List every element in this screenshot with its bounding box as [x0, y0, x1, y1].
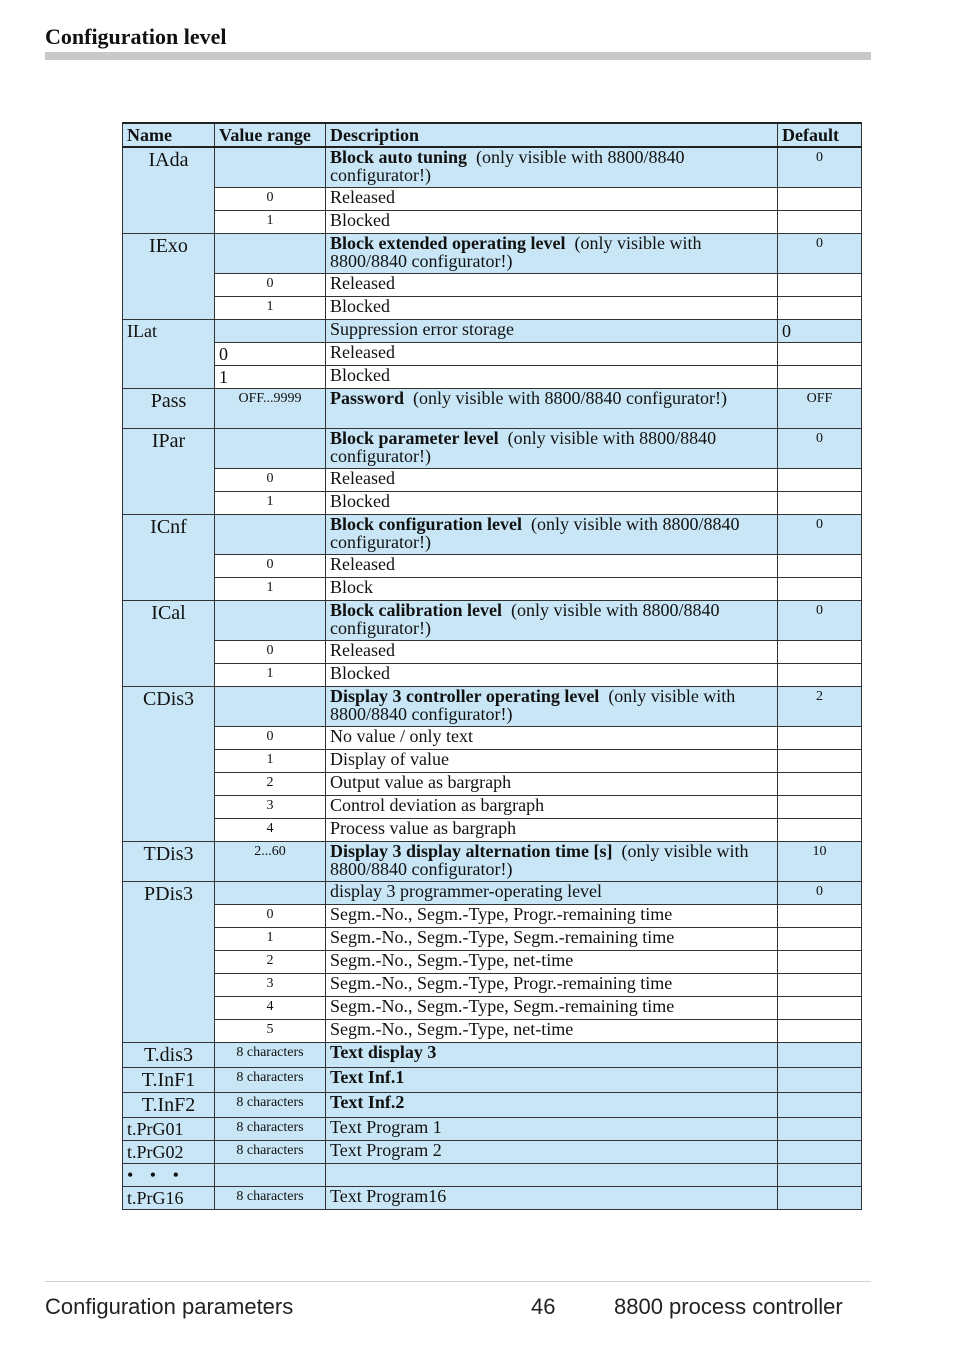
param-name: PDis3 — [123, 881, 215, 1042]
option-row — [123, 726, 862, 749]
option-value: 0 — [215, 468, 326, 491]
option-description: Blocked — [326, 663, 778, 686]
option-row — [123, 818, 862, 841]
param-name: T.dis3 — [123, 1042, 215, 1067]
description — [326, 388, 778, 428]
default-value: 0 — [778, 514, 862, 554]
default-value: 0 — [778, 319, 862, 342]
option-default — [778, 1019, 862, 1042]
param-name: T.InF2 — [123, 1092, 215, 1117]
option-row — [123, 296, 862, 319]
table-row — [123, 428, 862, 468]
option-description: Blocked — [326, 210, 778, 233]
value-range — [215, 686, 326, 726]
value-range — [215, 147, 326, 187]
option-row — [123, 795, 862, 818]
option-value: 3 — [215, 973, 326, 996]
option-default — [778, 554, 862, 577]
description — [326, 514, 778, 554]
option-description: Released — [326, 273, 778, 296]
table-header-row — [123, 123, 862, 147]
option-value: 0 — [215, 726, 326, 749]
default-value: 0 — [778, 881, 862, 904]
description-bold: Text Inf.1 — [330, 1067, 405, 1087]
value-range: 8 characters — [215, 1117, 326, 1140]
option-description: Block — [326, 577, 778, 600]
description — [326, 1163, 778, 1186]
description-text: (only visible with 8800/8840 configurator!) — [330, 233, 702, 271]
option-row — [123, 577, 862, 600]
option-row — [123, 187, 862, 210]
option-row — [123, 950, 862, 973]
param-name: t.PrG02 — [123, 1140, 215, 1163]
default-value: 2 — [778, 686, 862, 726]
param-name: ICal — [123, 600, 215, 686]
param-name: Pass — [123, 388, 215, 428]
option-default — [778, 491, 862, 514]
description — [326, 841, 778, 881]
default-value — [778, 1140, 862, 1163]
default-value — [778, 1163, 862, 1186]
option-row — [123, 663, 862, 686]
description-bold: Display 3 display alternation time [s] — [330, 841, 613, 861]
option-row — [123, 554, 862, 577]
default-value: 0 — [778, 233, 862, 273]
option-description: Released — [326, 554, 778, 577]
option-value: 0 — [215, 640, 326, 663]
param-name: IExo — [123, 233, 215, 319]
description — [326, 147, 778, 187]
option-default — [778, 577, 862, 600]
option-default — [778, 187, 862, 210]
description — [326, 881, 778, 904]
description — [326, 319, 778, 342]
page-number: 46 — [531, 1294, 556, 1319]
default-value: OFF — [778, 388, 862, 428]
value-range: 8 characters — [215, 1067, 326, 1092]
description — [326, 686, 778, 726]
description — [326, 1092, 778, 1117]
option-description: Segm.-No., Segm.-Type, Progr.-remaining time — [326, 904, 778, 927]
option-row — [123, 342, 862, 365]
value-range — [215, 1163, 326, 1186]
option-row — [123, 904, 862, 927]
option-default — [778, 818, 862, 841]
option-value: 2 — [215, 772, 326, 795]
column-header-value-range: Value range — [215, 123, 326, 147]
value-range — [215, 881, 326, 904]
option-row — [123, 210, 862, 233]
option-description: Output value as bargraph — [326, 772, 778, 795]
default-value: 0 — [778, 428, 862, 468]
description — [326, 600, 778, 640]
option-default — [778, 365, 862, 388]
value-range — [215, 319, 326, 342]
option-description: Released — [326, 342, 778, 365]
description-text: (only visible with 8800/8840 configurator!) — [330, 428, 717, 466]
option-value: 2 — [215, 950, 326, 973]
table-row — [123, 388, 862, 428]
option-default — [778, 772, 862, 795]
description-text: (only visible with 8800/8840 configurator!) — [330, 600, 720, 638]
option-description: Released — [326, 468, 778, 491]
description — [326, 1117, 778, 1140]
description-text: Text Program 1 — [330, 1117, 442, 1137]
value-range — [215, 514, 326, 554]
table-row — [123, 1092, 862, 1117]
description-text: Text Program16 — [330, 1186, 447, 1206]
option-value: 1 — [215, 210, 326, 233]
description-bold: Text Inf.2 — [330, 1092, 405, 1112]
description-text: Suppression error storage — [330, 319, 514, 339]
option-row — [123, 468, 862, 491]
option-value: 0 — [215, 273, 326, 296]
option-default — [778, 795, 862, 818]
param-name: TDis3 — [123, 841, 215, 881]
table-row — [123, 1117, 862, 1140]
footer-rule — [45, 1281, 871, 1282]
description-text: Text Program 2 — [330, 1140, 442, 1160]
description-bold: Password — [330, 388, 405, 408]
table-row — [123, 1140, 862, 1163]
description-bold: Block auto tuning — [330, 147, 468, 167]
option-value: 1 — [215, 296, 326, 319]
option-default — [778, 749, 862, 772]
column-header-name: Name — [123, 123, 215, 147]
description — [326, 428, 778, 468]
param-name: T.InF1 — [123, 1067, 215, 1092]
value-range: 8 characters — [215, 1092, 326, 1117]
option-row — [123, 1019, 862, 1042]
description-bold: Block calibration level — [330, 600, 502, 620]
option-value: 5 — [215, 1019, 326, 1042]
param-name: t.PrG16 — [123, 1186, 215, 1209]
description-text: (only visible with 8800/8840 configurator!) — [413, 388, 727, 408]
option-value: 1 — [215, 577, 326, 600]
option-default — [778, 468, 862, 491]
config-table — [122, 122, 862, 1210]
value-range: 2...60 — [215, 841, 326, 881]
option-row — [123, 491, 862, 514]
option-description: Display of value — [326, 749, 778, 772]
description — [326, 1186, 778, 1209]
param-name: • • • — [123, 1163, 215, 1186]
option-row — [123, 772, 862, 795]
value-range: 8 characters — [215, 1186, 326, 1209]
option-value: 0 — [215, 554, 326, 577]
option-default — [778, 996, 862, 1019]
footer-product: 8800 process controller — [614, 1294, 843, 1319]
default-value: 0 — [778, 147, 862, 187]
option-row — [123, 973, 862, 996]
option-row — [123, 927, 862, 950]
param-name: ILat — [123, 319, 215, 388]
option-value: 1 — [215, 749, 326, 772]
option-description: No value / only text — [326, 726, 778, 749]
table-row — [123, 686, 862, 726]
option-default — [778, 927, 862, 950]
option-row — [123, 640, 862, 663]
option-default — [778, 904, 862, 927]
column-header-description: Description — [326, 123, 778, 147]
option-value: 4 — [215, 996, 326, 1019]
description-text: (only visible with 8800/8840 configurator!) — [330, 514, 740, 552]
option-description: Released — [326, 187, 778, 210]
option-row — [123, 996, 862, 1019]
description-bold: Text display 3 — [330, 1042, 437, 1062]
param-name: CDis3 — [123, 686, 215, 841]
table-row — [123, 233, 862, 273]
param-name: ICnf — [123, 514, 215, 600]
option-description: Segm.-No., Segm.-Type, Segm.-remaining time — [326, 927, 778, 950]
table-row — [123, 1163, 862, 1186]
default-value — [778, 1092, 862, 1117]
description-bold: Block extended operating level — [330, 233, 566, 253]
table-row — [123, 881, 862, 904]
option-value: 0 — [215, 904, 326, 927]
option-description: Process value as bargraph — [326, 818, 778, 841]
option-description: Released — [326, 640, 778, 663]
option-value: 1 — [215, 663, 326, 686]
description-bold: Display 3 controller operating level — [330, 686, 600, 706]
footer-section: Configuration parameters — [45, 1294, 294, 1319]
option-description: Control deviation as bargraph — [326, 795, 778, 818]
value-range — [215, 233, 326, 273]
option-description: Blocked — [326, 296, 778, 319]
description-text: (only visible with 8800/8840 configurator!) — [330, 147, 685, 185]
value-range — [215, 600, 326, 640]
description — [326, 1140, 778, 1163]
default-value — [778, 1067, 862, 1092]
option-value: 4 — [215, 818, 326, 841]
table-row — [123, 841, 862, 881]
option-value: 1 — [215, 365, 326, 388]
option-description: Segm.-No., Segm.-Type, net-time — [326, 950, 778, 973]
option-row — [123, 273, 862, 296]
value-range: 8 characters — [215, 1042, 326, 1067]
table-row — [123, 1067, 862, 1092]
option-default — [778, 663, 862, 686]
description-text: display 3 programmer-operating level — [330, 881, 603, 901]
option-row — [123, 749, 862, 772]
option-value: 1 — [215, 927, 326, 950]
table-row — [123, 600, 862, 640]
page-title: Configuration level — [45, 24, 227, 49]
option-default — [778, 210, 862, 233]
param-name: t.PrG01 — [123, 1117, 215, 1140]
option-default — [778, 342, 862, 365]
option-description: Segm.-No., Segm.-Type, Segm.-remaining time — [326, 996, 778, 1019]
table-row — [123, 147, 862, 187]
table-row — [123, 1042, 862, 1067]
value-range: OFF...9999 — [215, 388, 326, 428]
option-description: Segm.-No., Segm.-Type, Progr.-remaining time — [326, 973, 778, 996]
option-value: 0 — [215, 187, 326, 210]
default-value: 0 — [778, 600, 862, 640]
description-text: (only visible with 8800/8840 configurator!) — [330, 686, 736, 724]
option-description: Segm.-No., Segm.-Type, net-time — [326, 1019, 778, 1042]
value-range: 8 characters — [215, 1140, 326, 1163]
default-value — [778, 1117, 862, 1140]
option-description: Blocked — [326, 365, 778, 388]
column-header-default: Default — [778, 123, 862, 147]
option-default — [778, 973, 862, 996]
option-default — [778, 950, 862, 973]
table-row — [123, 319, 862, 342]
param-name: IPar — [123, 428, 215, 514]
option-default — [778, 726, 862, 749]
option-description: Blocked — [326, 491, 778, 514]
description-text: (only visible with 8800/8840 configurator!) — [330, 841, 749, 879]
title-rule — [45, 52, 871, 60]
option-default — [778, 273, 862, 296]
value-range — [215, 428, 326, 468]
option-row — [123, 365, 862, 388]
option-default — [778, 640, 862, 663]
description — [326, 1067, 778, 1092]
default-value — [778, 1186, 862, 1209]
table-row — [123, 514, 862, 554]
table-row — [123, 1186, 862, 1209]
param-name: IAda — [123, 147, 215, 233]
description-bold: Block parameter level — [330, 428, 499, 448]
option-value: 1 — [215, 491, 326, 514]
description — [326, 233, 778, 273]
default-value: 10 — [778, 841, 862, 881]
option-default — [778, 296, 862, 319]
description-bold: Block configuration level — [330, 514, 522, 534]
option-value: 3 — [215, 795, 326, 818]
description — [326, 1042, 778, 1067]
option-value: 0 — [215, 342, 326, 365]
default-value — [778, 1042, 862, 1067]
